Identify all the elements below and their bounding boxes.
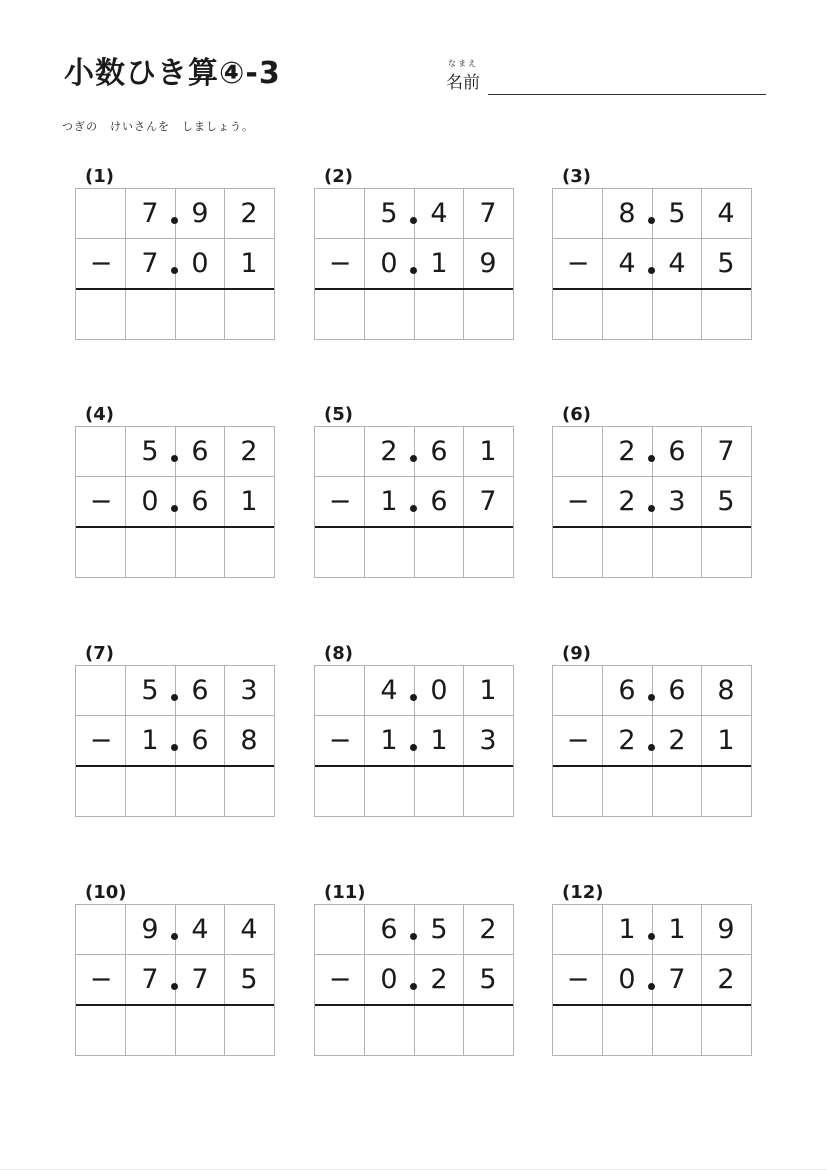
problem-grid-cells	[314, 426, 514, 578]
answer-cell[interactable]	[224, 766, 274, 816]
answer-cell[interactable]	[463, 766, 513, 816]
problem-number: (9)	[562, 643, 591, 664]
subtrahend-digit: 6	[191, 725, 209, 756]
decimal-point	[410, 744, 417, 751]
minuend-digit: 1	[618, 914, 636, 945]
problem-number: (4)	[85, 404, 114, 425]
minuend-digit: 6	[380, 914, 398, 945]
subtrahend-digit: 1	[240, 486, 258, 517]
minuend-digit: 6	[191, 436, 209, 467]
answer-cell[interactable]	[76, 1005, 126, 1055]
minus-sign: −	[89, 725, 113, 756]
minuend-digit: 9	[717, 914, 735, 945]
decimal-point	[648, 983, 655, 990]
subtrahend-digit: 0	[380, 964, 398, 995]
decimal-point	[410, 267, 417, 274]
problem-8	[314, 643, 514, 833]
answer-cell[interactable]	[652, 766, 702, 816]
name-field	[446, 58, 766, 98]
answer-cell[interactable]	[602, 289, 652, 339]
answer-cell[interactable]	[414, 527, 464, 577]
minuend-digit: 5	[141, 436, 159, 467]
decimal-point	[171, 933, 178, 940]
decimal-point	[410, 933, 417, 940]
minuend-digit: 4	[240, 914, 258, 945]
minuend-digit: 7	[479, 198, 497, 229]
answer-cell[interactable]	[463, 1005, 513, 1055]
subtrahend-digit: 1	[240, 248, 258, 279]
problem-grid-cells	[552, 426, 752, 578]
answer-cell[interactable]	[701, 1005, 751, 1055]
subtrahend-digit: 1	[380, 725, 398, 756]
minus-sign: −	[89, 248, 113, 279]
subtrahend-digit: 2	[618, 486, 636, 517]
problem-grid-cells	[552, 665, 752, 817]
decimal-point	[648, 694, 655, 701]
answer-cell[interactable]	[701, 289, 751, 339]
problem-7	[75, 643, 275, 833]
minuend-digit: 6	[430, 436, 448, 467]
answer-cell[interactable]	[602, 527, 652, 577]
minuend-digit: 4	[430, 198, 448, 229]
decimal-point	[171, 694, 178, 701]
minuend-digit: 2	[380, 436, 398, 467]
answer-cell[interactable]	[125, 766, 175, 816]
decimal-point	[648, 217, 655, 224]
subtrahend-digit: 7	[668, 964, 686, 995]
minuend-digit: 4	[191, 914, 209, 945]
subtrahend-digit: 7	[479, 486, 497, 517]
minuend-digit: 5	[430, 914, 448, 945]
problem-number: (10)	[85, 882, 127, 903]
problem-number: (2)	[324, 166, 353, 187]
answer-cell[interactable]	[175, 289, 225, 339]
answer-cell[interactable]	[315, 289, 365, 339]
minuend-digit: 9	[191, 198, 209, 229]
answer-cell[interactable]	[76, 289, 126, 339]
answer-cell[interactable]	[125, 289, 175, 339]
decimal-point	[171, 744, 178, 751]
minuend-digit: 1	[479, 675, 497, 706]
decimal-point	[648, 933, 655, 940]
decimal-point	[648, 505, 655, 512]
subtrahend-digit: 1	[380, 486, 398, 517]
minuend-digit: 4	[717, 198, 735, 229]
answer-cell[interactable]	[414, 766, 464, 816]
problem-grid-cells	[314, 904, 514, 1056]
subtrahend-digit: 7	[141, 964, 159, 995]
problem-3	[552, 166, 752, 356]
subtrahend-digit: 1	[717, 725, 735, 756]
decimal-point	[648, 744, 655, 751]
minuend-digit: 2	[240, 436, 258, 467]
decimal-point	[648, 267, 655, 274]
problem-6	[552, 404, 752, 594]
decimal-point	[171, 505, 178, 512]
answer-cell[interactable]	[553, 289, 603, 339]
answer-cell[interactable]	[76, 527, 126, 577]
minuend-digit: 8	[717, 675, 735, 706]
answer-cell[interactable]	[553, 527, 603, 577]
decimal-point	[410, 694, 417, 701]
subtrahend-digit: 0	[191, 248, 209, 279]
answer-cell[interactable]	[125, 527, 175, 577]
answer-cell[interactable]	[224, 527, 274, 577]
problem-9	[552, 643, 752, 833]
problem-number: (11)	[324, 882, 366, 903]
problem-number: (1)	[85, 166, 114, 187]
answer-cell[interactable]	[553, 766, 603, 816]
subtrahend-digit: 5	[717, 248, 735, 279]
problem-grid-cells	[552, 904, 752, 1056]
subtrahend-digit: 6	[191, 486, 209, 517]
minuend-digit: 7	[141, 198, 159, 229]
subtrahend-digit: 2	[618, 725, 636, 756]
minuend-digit: 6	[668, 436, 686, 467]
minuend-digit: 2	[479, 914, 497, 945]
subtrahend-digit: 2	[430, 964, 448, 995]
minuend-digit: 5	[380, 198, 398, 229]
answer-cell[interactable]	[175, 766, 225, 816]
problem-number: (5)	[324, 404, 353, 425]
minuend-digit: 5	[141, 675, 159, 706]
answer-cell[interactable]	[652, 1005, 702, 1055]
minuend-digit: 1	[668, 914, 686, 945]
minuend-digit: 2	[240, 198, 258, 229]
minus-sign: −	[566, 964, 590, 995]
decimal-point	[648, 455, 655, 462]
subtrahend-digit: 0	[141, 486, 159, 517]
minus-sign: −	[566, 486, 590, 517]
subtrahend-digit: 5	[717, 486, 735, 517]
problem-1	[75, 166, 275, 356]
subtrahend-digit: 3	[668, 486, 686, 517]
problem-number: (12)	[562, 882, 604, 903]
answer-cell[interactable]	[652, 289, 702, 339]
subtrahend-digit: 6	[430, 486, 448, 517]
subtrahend-digit: 0	[380, 248, 398, 279]
subtrahend-digit: 5	[479, 964, 497, 995]
subtrahend-digit: 1	[430, 725, 448, 756]
answer-cell[interactable]	[463, 527, 513, 577]
answer-cell[interactable]	[364, 289, 414, 339]
answer-cell[interactable]	[553, 1005, 603, 1055]
minus-sign: −	[328, 964, 352, 995]
answer-cell[interactable]	[701, 766, 751, 816]
minus-sign: −	[89, 486, 113, 517]
subtrahend-digit: 1	[141, 725, 159, 756]
name-write-line[interactable]	[488, 94, 766, 95]
minuend-digit: 6	[191, 675, 209, 706]
decimal-point	[171, 217, 178, 224]
worksheet-title: 小数ひき算④-3	[64, 56, 281, 91]
minus-sign: −	[566, 725, 590, 756]
problem-2	[314, 166, 514, 356]
answer-cell[interactable]	[315, 766, 365, 816]
minus-sign: −	[566, 248, 590, 279]
problem-number: (8)	[324, 643, 353, 664]
problem-number: (6)	[562, 404, 591, 425]
minus-sign: −	[328, 725, 352, 756]
minuend-digit: 0	[430, 675, 448, 706]
decimal-point	[171, 983, 178, 990]
problem-10	[75, 882, 275, 1072]
minus-sign: −	[328, 248, 352, 279]
minuend-digit: 9	[141, 914, 159, 945]
answer-cell[interactable]	[315, 527, 365, 577]
answer-cell[interactable]	[364, 527, 414, 577]
minus-sign: −	[328, 486, 352, 517]
answer-cell[interactable]	[414, 289, 464, 339]
subtrahend-digit: 8	[240, 725, 258, 756]
problem-grid-cells	[75, 188, 275, 340]
decimal-point	[410, 217, 417, 224]
answer-cell[interactable]	[224, 1005, 274, 1055]
answer-cell[interactable]	[701, 527, 751, 577]
answer-cell[interactable]	[125, 1005, 175, 1055]
instruction-text: つぎの けいさんを しましょう。	[62, 120, 254, 133]
minuend-digit: 6	[668, 675, 686, 706]
minuend-digit: 8	[618, 198, 636, 229]
problem-grid-cells	[552, 188, 752, 340]
subtrahend-digit: 9	[479, 248, 497, 279]
answer-cell[interactable]	[175, 527, 225, 577]
minuend-digit: 6	[618, 675, 636, 706]
answer-cell[interactable]	[315, 1005, 365, 1055]
answer-cell[interactable]	[463, 289, 513, 339]
answer-cell[interactable]	[175, 1005, 225, 1055]
subtrahend-digit: 0	[618, 964, 636, 995]
subtrahend-digit: 7	[191, 964, 209, 995]
problem-12	[552, 882, 752, 1072]
subtrahend-digit: 2	[668, 725, 686, 756]
decimal-point	[171, 455, 178, 462]
problem-grid-cells	[314, 665, 514, 817]
answer-cell[interactable]	[364, 766, 414, 816]
problem-grid-cells	[75, 665, 275, 817]
problem-number: (7)	[85, 643, 114, 664]
minuend-digit: 7	[717, 436, 735, 467]
problem-grid-cells	[75, 426, 275, 578]
minuend-digit: 2	[618, 436, 636, 467]
subtrahend-digit: 2	[717, 964, 735, 995]
decimal-point	[171, 267, 178, 274]
problem-grid-cells	[314, 188, 514, 340]
answer-cell[interactable]	[76, 766, 126, 816]
problem-4	[75, 404, 275, 594]
decimal-point	[410, 455, 417, 462]
subtrahend-digit: 3	[479, 725, 497, 756]
answer-cell[interactable]	[414, 1005, 464, 1055]
subtrahend-digit: 7	[141, 248, 159, 279]
minuend-digit: 5	[668, 198, 686, 229]
subtrahend-digit: 5	[240, 964, 258, 995]
minuend-digit: 4	[380, 675, 398, 706]
minuend-digit: 3	[240, 675, 258, 706]
subtrahend-digit: 4	[668, 248, 686, 279]
problem-grid-cells	[75, 904, 275, 1056]
answer-cell[interactable]	[602, 1005, 652, 1055]
answer-cell[interactable]	[224, 289, 274, 339]
decimal-point	[410, 505, 417, 512]
minuend-digit: 1	[479, 436, 497, 467]
name-label: 名前	[446, 73, 480, 93]
decimal-point	[410, 983, 417, 990]
subtrahend-digit: 4	[618, 248, 636, 279]
minus-sign: −	[89, 964, 113, 995]
problem-11	[314, 882, 514, 1072]
problem-number: (3)	[562, 166, 591, 187]
subtrahend-digit: 1	[430, 248, 448, 279]
answer-cell[interactable]	[364, 1005, 414, 1055]
answer-cell[interactable]	[602, 766, 652, 816]
problem-5	[314, 404, 514, 594]
answer-cell[interactable]	[652, 527, 702, 577]
name-ruby: なまえ	[448, 59, 478, 68]
